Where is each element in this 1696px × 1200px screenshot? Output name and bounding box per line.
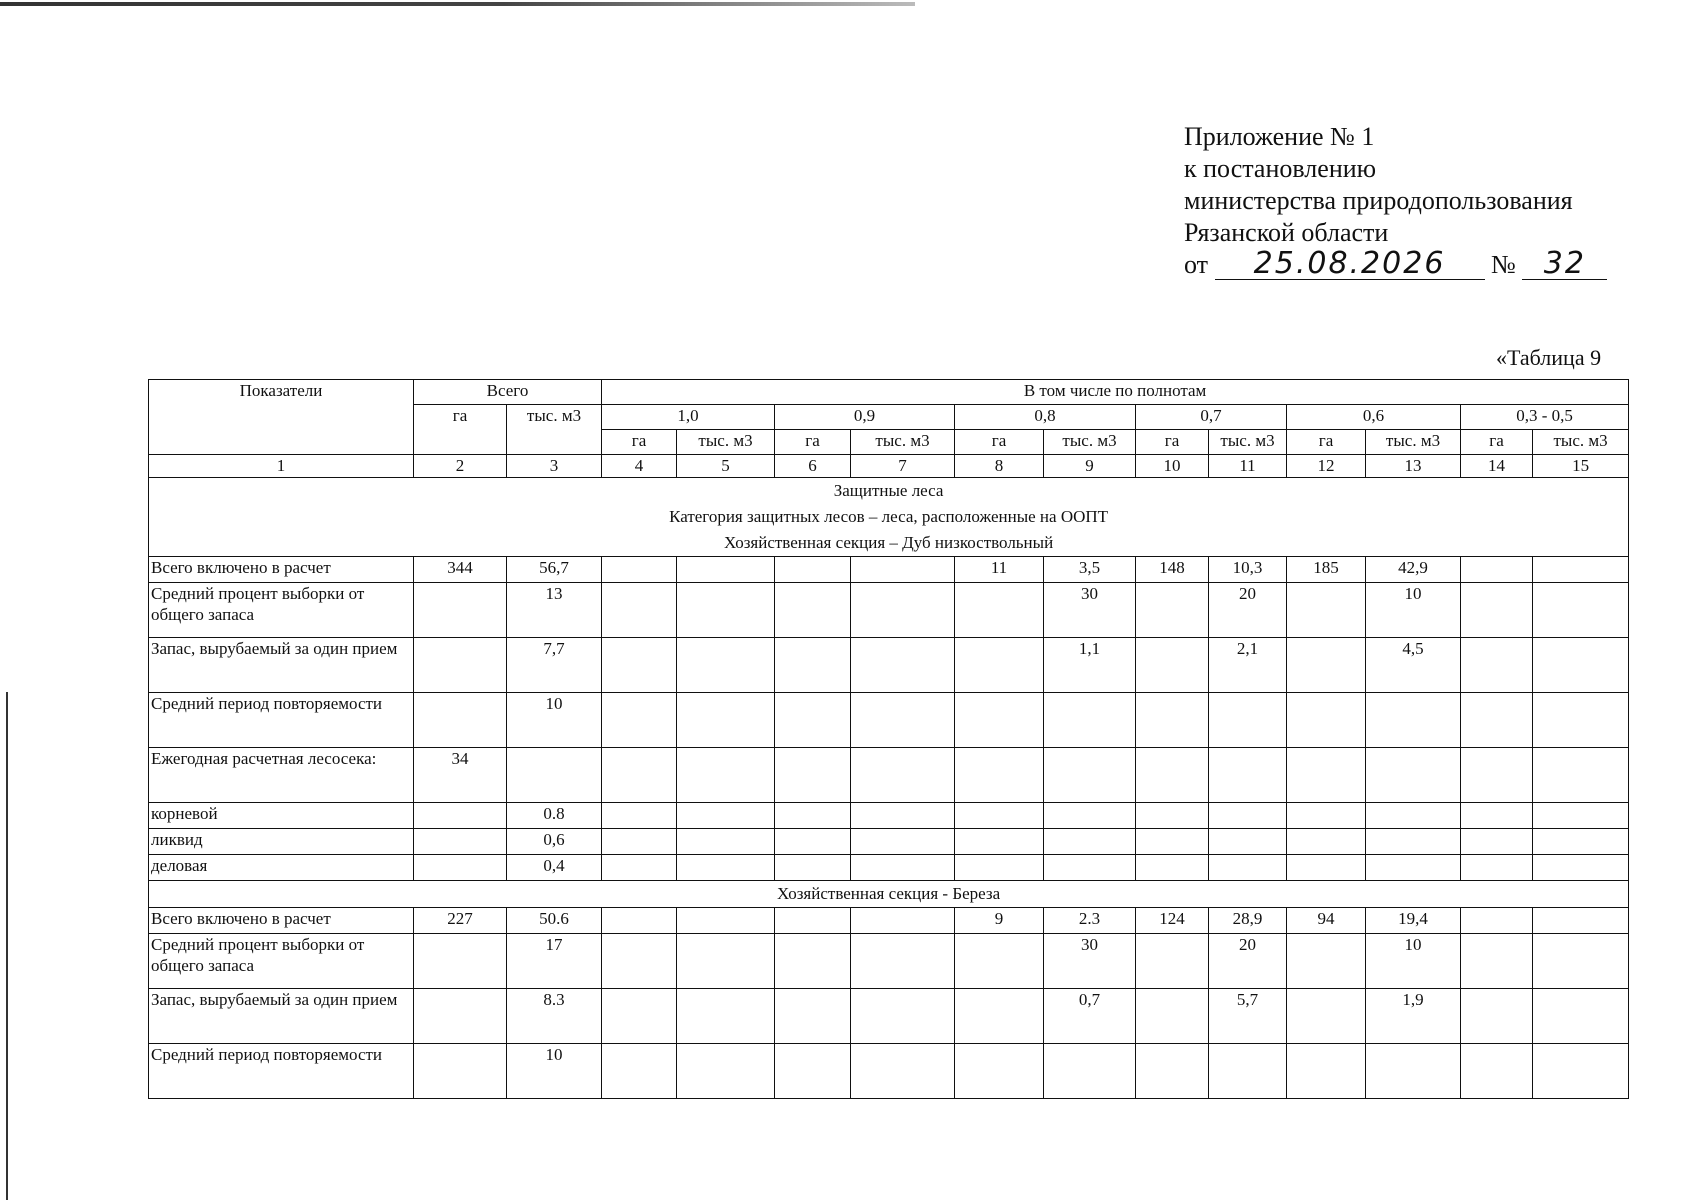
- table-cell: [851, 803, 955, 829]
- table-cell: [1533, 638, 1629, 693]
- section-heading-row: [149, 504, 1629, 530]
- table-cell: [1209, 693, 1287, 748]
- table-cell: [1136, 693, 1209, 748]
- table-cell: 344: [414, 557, 507, 583]
- column-number: 6: [775, 455, 851, 478]
- table-cell: [1287, 803, 1366, 829]
- handwritten-number: 32: [1522, 249, 1607, 280]
- table-cell: [414, 855, 507, 881]
- table-cell: [677, 748, 775, 803]
- table-cell: [677, 693, 775, 748]
- table-cell: [1533, 557, 1629, 583]
- table-cell: [775, 908, 851, 934]
- table-cell: 185: [1287, 557, 1366, 583]
- section-heading: Защитные леса: [149, 478, 1629, 505]
- column-number: 2: [414, 455, 507, 478]
- table-cell: 42,9: [1366, 557, 1461, 583]
- table-row: [149, 1044, 1629, 1099]
- table-cell: [1044, 803, 1136, 829]
- table-cell: 0,6: [507, 829, 602, 855]
- table-cell: 10: [1366, 934, 1461, 989]
- table-cell: [851, 829, 955, 855]
- table-cell: [851, 638, 955, 693]
- table-cell: 2.3: [1044, 908, 1136, 934]
- table-cell: 0,4: [507, 855, 602, 881]
- table-cell: [851, 748, 955, 803]
- table-cell: [1136, 583, 1209, 638]
- table-cell: [602, 638, 677, 693]
- table-cell: [955, 855, 1044, 881]
- table-row: [149, 829, 1629, 855]
- table-cell: [775, 855, 851, 881]
- table-cell: [602, 803, 677, 829]
- table-cell: [1533, 1044, 1629, 1099]
- header-density: 0,7: [1136, 405, 1287, 430]
- appendix-block: [1184, 121, 1607, 281]
- table-cell: [1461, 829, 1533, 855]
- appendix-ministry: министерства природопользования: [1184, 186, 1573, 215]
- header-unit-volume: тыс. м3: [851, 430, 955, 455]
- section-heading: Хозяйственная секция - Береза: [149, 881, 1629, 908]
- table-cell: [414, 1044, 507, 1099]
- table-cell: [1044, 748, 1136, 803]
- header-total-ha: га: [414, 405, 507, 455]
- table-cell: [414, 583, 507, 638]
- table-cell: 227: [414, 908, 507, 934]
- table-cell: 10: [507, 1044, 602, 1099]
- table-row: [149, 583, 1629, 638]
- table-cell: 4,5: [1366, 638, 1461, 693]
- header-by-density: В том числе по полнотам: [602, 380, 1629, 405]
- table-cell: [1044, 693, 1136, 748]
- table-cell: [1461, 638, 1533, 693]
- table-cell: 13: [507, 583, 602, 638]
- table-cell: [1461, 908, 1533, 934]
- table-caption: «Таблица 9: [1496, 345, 1602, 370]
- table-cell: [677, 989, 775, 1044]
- table-cell: [1461, 557, 1533, 583]
- table-cell: [1461, 989, 1533, 1044]
- table-row: [149, 557, 1629, 583]
- row-label: деловая: [149, 855, 414, 881]
- appendix-date-line: [1184, 246, 1607, 281]
- table-cell: [602, 989, 677, 1044]
- table-cell: [1287, 989, 1366, 1044]
- table-cell: 50.6: [507, 908, 602, 934]
- table-cell: [1136, 803, 1209, 829]
- table-cell: [1366, 693, 1461, 748]
- table-cell: [1533, 908, 1629, 934]
- table-cell: [775, 803, 851, 829]
- table-cell: [1136, 829, 1209, 855]
- table-cell: [1287, 638, 1366, 693]
- table-row: [149, 908, 1629, 934]
- table-cell: [1044, 1044, 1136, 1099]
- table-cell: [677, 855, 775, 881]
- table-cell: [414, 803, 507, 829]
- row-label: Средний период повторяемости: [149, 1044, 414, 1099]
- table-cell: 11: [955, 557, 1044, 583]
- table-cell: [955, 1044, 1044, 1099]
- table-cell: [1461, 748, 1533, 803]
- header-density: 0,3 - 0,5: [1461, 405, 1629, 430]
- header-unit-ha: га: [1461, 430, 1533, 455]
- table-cell: [602, 583, 677, 638]
- table-cell: [955, 803, 1044, 829]
- row-label: Запас, вырубаемый за один прием: [149, 638, 414, 693]
- table-cell: [1533, 829, 1629, 855]
- header-unit-volume: тыс. м3: [1209, 430, 1287, 455]
- header-unit-volume: тыс. м3: [1044, 430, 1136, 455]
- table-cell: [602, 1044, 677, 1099]
- column-number: 14: [1461, 455, 1533, 478]
- table-cell: [602, 855, 677, 881]
- column-number: 10: [1136, 455, 1209, 478]
- table-cell: [602, 934, 677, 989]
- row-label: Средний период повторяемости: [149, 693, 414, 748]
- table-cell: [775, 693, 851, 748]
- table-cell: [602, 557, 677, 583]
- table-cell: [851, 934, 955, 989]
- column-number: 3: [507, 455, 602, 478]
- header-density: 0,6: [1287, 405, 1461, 430]
- section-heading: Хозяйственная секция – Дуб низкоствольный: [149, 530, 1629, 557]
- scan-edge-top: [0, 2, 915, 6]
- table-cell: [1461, 583, 1533, 638]
- table-cell: [1533, 748, 1629, 803]
- table-cell: [414, 693, 507, 748]
- header-unit-ha: га: [602, 430, 677, 455]
- table-cell: [1209, 803, 1287, 829]
- table-cell: [1287, 583, 1366, 638]
- table-cell: [602, 829, 677, 855]
- table-cell: [1533, 989, 1629, 1044]
- header-unit-volume: тыс. м3: [677, 430, 775, 455]
- table-cell: [955, 989, 1044, 1044]
- column-number: 9: [1044, 455, 1136, 478]
- section-heading: Категория защитных лесов – леса, расположенные на ООПТ: [149, 504, 1629, 530]
- table-cell: [507, 748, 602, 803]
- table-cell: [851, 908, 955, 934]
- table-cell: [955, 583, 1044, 638]
- table-cell: [851, 989, 955, 1044]
- table-cell: 148: [1136, 557, 1209, 583]
- table-cell: [1366, 803, 1461, 829]
- header-indicators: Показатели: [149, 380, 414, 455]
- column-number: 7: [851, 455, 955, 478]
- table-cell: [677, 908, 775, 934]
- row-label: Всего включено в расчет: [149, 908, 414, 934]
- appendix-region: Рязанской области: [1184, 218, 1389, 247]
- table-cell: [414, 829, 507, 855]
- header-density: 0,9: [775, 405, 955, 430]
- table-cell: 9: [955, 908, 1044, 934]
- row-label: Ежегодная расчетная лесосека:: [149, 748, 414, 803]
- table-row: [149, 934, 1629, 989]
- header-unit-volume: тыс. м3: [1533, 430, 1629, 455]
- table-cell: 30: [1044, 583, 1136, 638]
- date-prefix: от: [1184, 250, 1209, 279]
- table-cell: [1533, 934, 1629, 989]
- table-cell: [602, 693, 677, 748]
- table-cell: 56,7: [507, 557, 602, 583]
- table-cell: 10: [507, 693, 602, 748]
- table-cell: [851, 693, 955, 748]
- table-cell: 17: [507, 934, 602, 989]
- table-cell: [775, 583, 851, 638]
- table-cell: [1461, 855, 1533, 881]
- header-unit-volume: тыс. м3: [1366, 430, 1461, 455]
- table-cell: [1533, 583, 1629, 638]
- table-cell: 2,1: [1209, 638, 1287, 693]
- table-cell: [1461, 1044, 1533, 1099]
- table-cell: [1287, 748, 1366, 803]
- handwritten-date: 25.08.2026: [1215, 249, 1485, 280]
- table-cell: [775, 829, 851, 855]
- table-cell: [1366, 1044, 1461, 1099]
- column-number: 12: [1287, 455, 1366, 478]
- table-cell: 20: [1209, 583, 1287, 638]
- table-cell: [955, 748, 1044, 803]
- header-density: 1,0: [602, 405, 775, 430]
- table-cell: [602, 908, 677, 934]
- table-cell: [1209, 1044, 1287, 1099]
- table-cell: [1287, 855, 1366, 881]
- table-cell: [1461, 693, 1533, 748]
- column-number: 13: [1366, 455, 1461, 478]
- table-cell: 3,5: [1044, 557, 1136, 583]
- table-cell: [1136, 989, 1209, 1044]
- table-cell: 19,4: [1366, 908, 1461, 934]
- table-cell: 34: [414, 748, 507, 803]
- table-cell: [775, 1044, 851, 1099]
- column-number: 1: [149, 455, 414, 478]
- table-row: [149, 638, 1629, 693]
- column-number: 11: [1209, 455, 1287, 478]
- table-cell: 28,9: [1209, 908, 1287, 934]
- table-cell: [414, 638, 507, 693]
- row-label: ликвид: [149, 829, 414, 855]
- table-row: [149, 803, 1629, 829]
- table-cell: 8.3: [507, 989, 602, 1044]
- table-cell: [1136, 638, 1209, 693]
- header-unit-ha: га: [1287, 430, 1366, 455]
- table-cell: [1461, 803, 1533, 829]
- table-cell: [677, 934, 775, 989]
- table-cell: [1461, 934, 1533, 989]
- table-cell: [1287, 829, 1366, 855]
- table-cell: 124: [1136, 908, 1209, 934]
- table-cell: [1533, 855, 1629, 881]
- section-heading-row: [149, 881, 1629, 908]
- table-row: [149, 855, 1629, 881]
- table-cell: 30: [1044, 934, 1136, 989]
- row-label: Средний процент выборки от общего запаса: [149, 583, 414, 638]
- header-unit-ha: га: [775, 430, 851, 455]
- table-cell: [1136, 934, 1209, 989]
- table-row: [149, 989, 1629, 1044]
- table-cell: [1366, 748, 1461, 803]
- table-cell: [1533, 693, 1629, 748]
- table-cell: [1287, 1044, 1366, 1099]
- header-unit-ha: га: [1136, 430, 1209, 455]
- table-cell: 7,7: [507, 638, 602, 693]
- section-heading-row: [149, 478, 1629, 505]
- scan-edge-left: [6, 692, 8, 1200]
- table-cell: [1287, 693, 1366, 748]
- table-cell: [851, 583, 955, 638]
- row-label: Всего включено в расчет: [149, 557, 414, 583]
- table-cell: [1209, 855, 1287, 881]
- table-cell: [955, 638, 1044, 693]
- table-cell: [414, 989, 507, 1044]
- column-number: 15: [1533, 455, 1629, 478]
- table-cell: 20: [1209, 934, 1287, 989]
- table-cell: 5,7: [1209, 989, 1287, 1044]
- harvest-table: [148, 379, 1629, 1099]
- section-heading-row: [149, 530, 1629, 557]
- table-cell: 1,1: [1044, 638, 1136, 693]
- table-cell: [955, 934, 1044, 989]
- column-number: 5: [677, 455, 775, 478]
- table-cell: [677, 803, 775, 829]
- table-cell: [775, 557, 851, 583]
- column-number: 4: [602, 455, 677, 478]
- table-cell: [775, 934, 851, 989]
- table-cell: 94: [1287, 908, 1366, 934]
- table-cell: [677, 829, 775, 855]
- header-unit-ha: га: [955, 430, 1044, 455]
- table-cell: [775, 989, 851, 1044]
- table-cell: [414, 934, 507, 989]
- table-cell: [677, 1044, 775, 1099]
- table-cell: [1136, 855, 1209, 881]
- table-cell: [677, 638, 775, 693]
- header-total-volume: тыс. м3: [507, 405, 602, 455]
- column-number: 8: [955, 455, 1044, 478]
- table-cell: [1136, 748, 1209, 803]
- table-cell: [602, 748, 677, 803]
- table-cell: 0,7: [1044, 989, 1136, 1044]
- table-cell: 10: [1366, 583, 1461, 638]
- table-cell: [851, 1044, 955, 1099]
- header-total: Всего: [414, 380, 602, 405]
- header-density: 0,8: [955, 405, 1136, 430]
- number-prefix: №: [1491, 250, 1516, 279]
- table-cell: [1533, 803, 1629, 829]
- table-row: [149, 693, 1629, 748]
- table-cell: [1136, 1044, 1209, 1099]
- row-label: корневой: [149, 803, 414, 829]
- table-cell: [851, 855, 955, 881]
- row-label: Запас, вырубаемый за один прием: [149, 989, 414, 1044]
- table-cell: [851, 557, 955, 583]
- table-cell: [955, 693, 1044, 748]
- table-cell: 0.8: [507, 803, 602, 829]
- table-cell: [1044, 829, 1136, 855]
- table-cell: [677, 583, 775, 638]
- table-row: [149, 748, 1629, 803]
- table-cell: [1366, 829, 1461, 855]
- table-cell: [955, 829, 1044, 855]
- table-cell: [1366, 855, 1461, 881]
- row-label: Средний процент выборки от общего запаса: [149, 934, 414, 989]
- table-cell: [1209, 829, 1287, 855]
- table-cell: [677, 557, 775, 583]
- table-cell: [775, 638, 851, 693]
- table-cell: [775, 748, 851, 803]
- appendix-line: к постановлению: [1184, 154, 1377, 183]
- table-cell: 10,3: [1209, 557, 1287, 583]
- table-cell: 1,9: [1366, 989, 1461, 1044]
- table-cell: [1044, 855, 1136, 881]
- appendix-title: Приложение № 1: [1184, 122, 1375, 151]
- table-cell: [1209, 748, 1287, 803]
- table-cell: [1287, 934, 1366, 989]
